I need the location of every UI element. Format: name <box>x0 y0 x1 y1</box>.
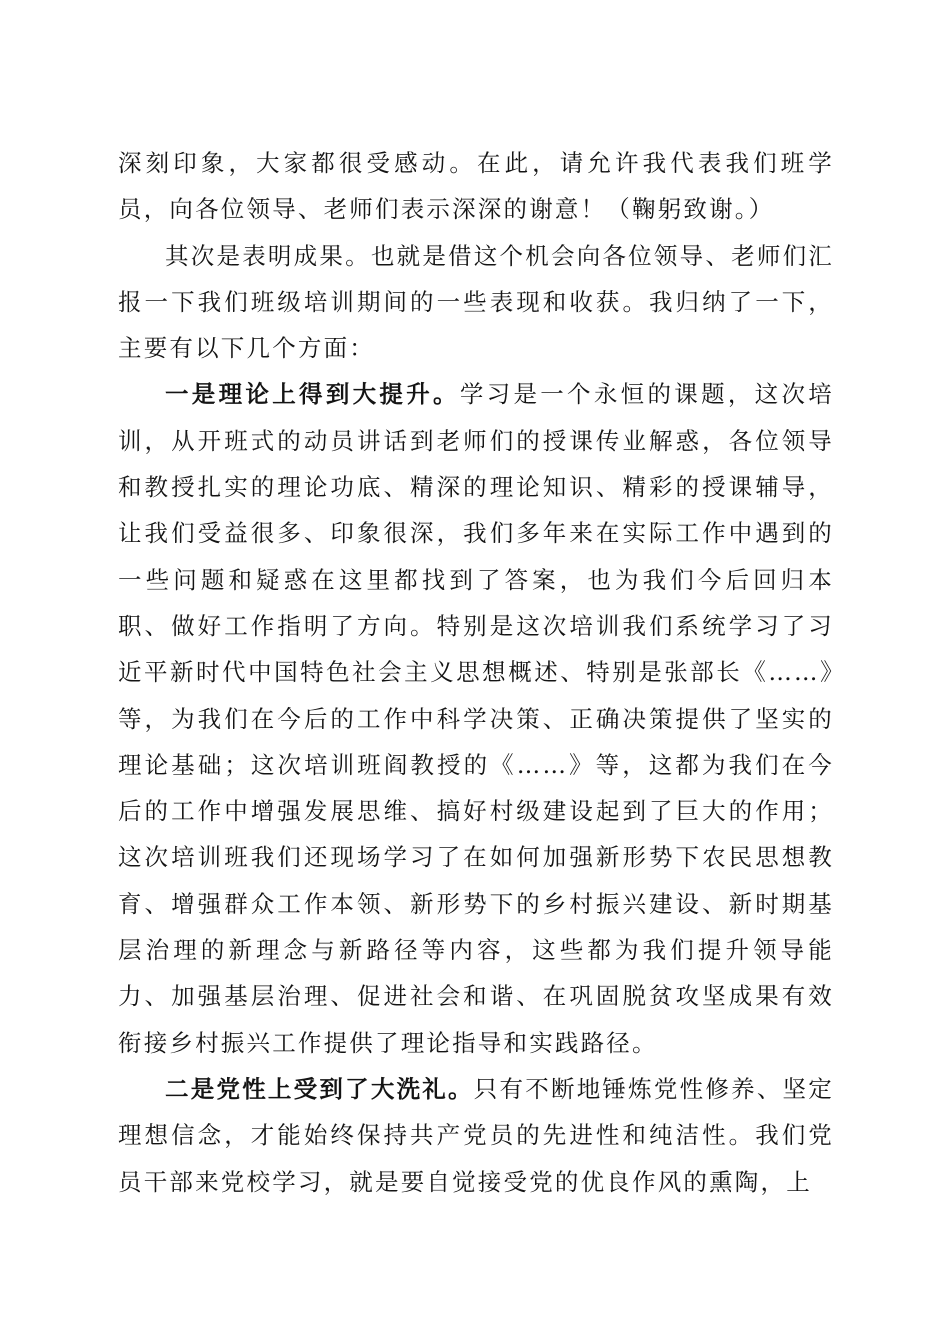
paragraph-continuation <box>118 140 834 233</box>
paragraph-text: 其次是表明成果。也就是借这个机会向各位领导、老师们汇报一下我们班级培训期间的一些表现和收获。我归纳了一下，主要有以下几个方面： <box>118 241 834 363</box>
document-body <box>118 140 834 1205</box>
paragraph-text: 深刻印象，大家都很受感动。在此，请允许我代表我们班学员，向各位领导、老师们表示深深的谢意！（鞠躬致谢。） <box>118 149 834 224</box>
paragraph-text: 学习是一个永恒的课题，这次培训，从开班式的动员讲话到老师们的授课传业解惑，各位领导和教授扎实的理论功底、精深的理论知识、精彩的授课辅导，让我们受益很多、印象很深，我们多年来在实际工作中遇到的一些问题和疑惑在这里都找到了答案，也为我们今后回归本职、做好工作指明了方向。特别是这次培训我们系统学习了习近平新时代中国特色社会主义思想概述、特别是张部长《……》等，为我们在今后的工作中科学决策、正确决策提供了坚实的理论基础；这次培训班阎教授的《……》等，这都为我们在今后的工作中增强发展思维、搞好村级建设起到了巨大的作用；这次培训班我们还现场学习了在如何加强新形势下农民思想教育、增强群众工作本领、新形势下的乡村振兴建设、新时期基层治理的新理念与新路径等内容，这些都为我们提升领导能力、加强基层治理、促进社会和谐、在巩固脱贫攻坚成果有效衔接乡村振兴工作提供了理论指导和实践路径。 <box>118 380 834 1057</box>
paragraph-text: 只有不断地锤炼党性修养、坚定理想信念，才能始终保持共产党员的先进性和纯洁性。我们党员干部来党校学习，就是要自觉接受党的优良作风的熏陶，上 <box>118 1074 834 1196</box>
paragraph-theory <box>118 371 834 1065</box>
paragraph-heading: 一是理论上得到大提升。 <box>165 380 460 409</box>
paragraph-party-spirit <box>118 1066 834 1205</box>
paragraph-heading: 二是党性上受到了大洗礼。 <box>165 1074 474 1103</box>
paragraph-results-intro <box>118 233 834 372</box>
